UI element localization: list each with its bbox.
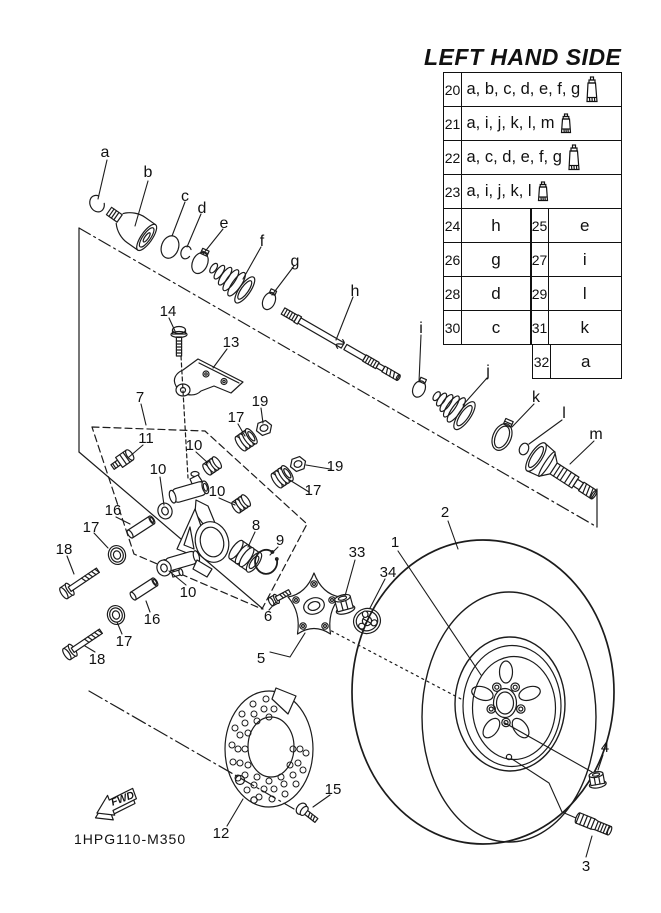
- part-seal-17-left-upper: [106, 543, 128, 566]
- callout-h: h: [350, 283, 360, 300]
- callout-2: 2: [440, 504, 450, 521]
- application-table: [443, 72, 622, 379]
- part-clamp-g: [260, 288, 280, 312]
- callout-18-b: 18: [88, 651, 106, 668]
- table-row: 28 d 29 l: [443, 276, 622, 311]
- table-row: [443, 72, 622, 107]
- callout-34: 34: [379, 564, 397, 581]
- row-number: 23: [443, 174, 462, 209]
- part-collar-16-upper: [126, 515, 156, 539]
- table-row: [443, 106, 622, 141]
- callout-19-b: 19: [326, 458, 344, 475]
- part-bushing-10-upper: [201, 455, 223, 476]
- table-row: 24 h 25 e: [443, 208, 622, 243]
- grease-tube-icon: [537, 181, 549, 202]
- callout-6: 6: [263, 608, 273, 625]
- callout-19-a: 19: [251, 393, 269, 410]
- part-boot-j: [425, 381, 479, 433]
- callout-17-c: 17: [82, 519, 100, 536]
- fwd-arrow-icon: [90, 786, 141, 825]
- row-letters: a, c, d, e, f, g: [466, 148, 562, 166]
- table-row: [443, 174, 622, 209]
- drawing-code: 1HPG110-M350: [74, 831, 187, 847]
- callout-7: 7: [135, 389, 145, 406]
- callout-14: 14: [159, 303, 177, 320]
- part-hub-5: [288, 573, 340, 634]
- table-row: 32 a: [532, 344, 622, 379]
- callout-j: j: [486, 363, 490, 380]
- row-number: 21: [443, 106, 462, 141]
- part-clamp-e: [189, 247, 213, 276]
- table-row: [443, 140, 622, 175]
- callout-k: k: [532, 389, 540, 406]
- part-rim-1: [455, 637, 565, 771]
- callout-15: 15: [324, 781, 342, 798]
- callout-5: 5: [256, 650, 266, 667]
- callout-13: 13: [222, 334, 240, 351]
- part-nut-4: [587, 770, 607, 789]
- part-guard-12: [225, 688, 313, 807]
- part-boot-f: [202, 254, 258, 306]
- callout-33: 33: [348, 544, 366, 561]
- grease-tube-icon: [567, 144, 581, 171]
- callout-e: e: [219, 215, 229, 232]
- table-row: 30 c 31 k: [443, 310, 622, 345]
- page-title: LEFT HAND SIDE: [424, 44, 622, 70]
- fwd-label: FWD: [109, 789, 136, 809]
- callout-a: a: [100, 144, 110, 161]
- part-clamp-k: [488, 416, 518, 453]
- row-number: 22: [443, 140, 462, 175]
- grease-tube-icon: [560, 113, 572, 134]
- part-seal-17-left-lower: [105, 603, 127, 626]
- callout-17-a: 17: [227, 409, 245, 426]
- callout-8: 8: [251, 517, 261, 534]
- part-tire-2: [352, 540, 614, 844]
- part-bolt-18-upper: [58, 564, 102, 600]
- callout-1: 1: [390, 534, 400, 551]
- grease-tube-icon: [585, 76, 599, 103]
- callout-b: b: [143, 164, 153, 181]
- part-bracket-13: [174, 359, 243, 396]
- part-bearing-8: [226, 538, 264, 575]
- callout-18-a: 18: [55, 541, 73, 558]
- part-collar-16-lower: [129, 577, 159, 601]
- part-bolt-14: [171, 327, 187, 357]
- callout-10-b: 10: [149, 461, 167, 478]
- callout-10-a: 10: [185, 437, 203, 454]
- part-nut-19-lower: [288, 455, 307, 473]
- callout-16-b: 16: [143, 611, 161, 628]
- row-letters: a, b, c, d, e, f, g: [466, 80, 581, 98]
- part-drive-shaft-h: [281, 307, 402, 383]
- callout-m: m: [589, 426, 603, 443]
- callout-i: i: [419, 320, 423, 337]
- part-nut-19-upper: [254, 419, 273, 437]
- part-ring-c: [158, 233, 182, 260]
- part-circlip-a: [87, 193, 107, 214]
- callout-17-d: 17: [115, 633, 133, 650]
- callout-g: g: [290, 253, 300, 270]
- callout-f: f: [259, 233, 265, 250]
- callout-11: 11: [138, 430, 154, 447]
- callout-10-d: 10: [179, 584, 197, 601]
- part-cv-joint-m: [522, 440, 604, 510]
- callout-10-c: 10: [208, 483, 226, 500]
- part-washer-10-upper: [156, 501, 174, 521]
- callout-l: l: [562, 405, 566, 422]
- callout-4: 4: [600, 739, 610, 756]
- callout-16-a: 16: [104, 502, 122, 519]
- callout-9: 9: [275, 532, 285, 549]
- row-letters: a, i, j, k, l, m: [466, 114, 555, 132]
- part-valve-3: [574, 812, 613, 836]
- callout-17-b: 17: [304, 482, 322, 499]
- part-fitting-11: [109, 448, 135, 471]
- callout-d: d: [197, 200, 207, 217]
- table-row: 26 g 27 i: [443, 242, 622, 277]
- part-seal-17-upper: [233, 427, 259, 453]
- callout-12: 12: [212, 825, 230, 842]
- row-letters: a, i, j, k, l: [466, 182, 532, 200]
- callout-c: c: [181, 188, 189, 205]
- part-circlip-d: [179, 245, 192, 261]
- callout-3: 3: [581, 858, 591, 875]
- row-number: 20: [443, 72, 462, 107]
